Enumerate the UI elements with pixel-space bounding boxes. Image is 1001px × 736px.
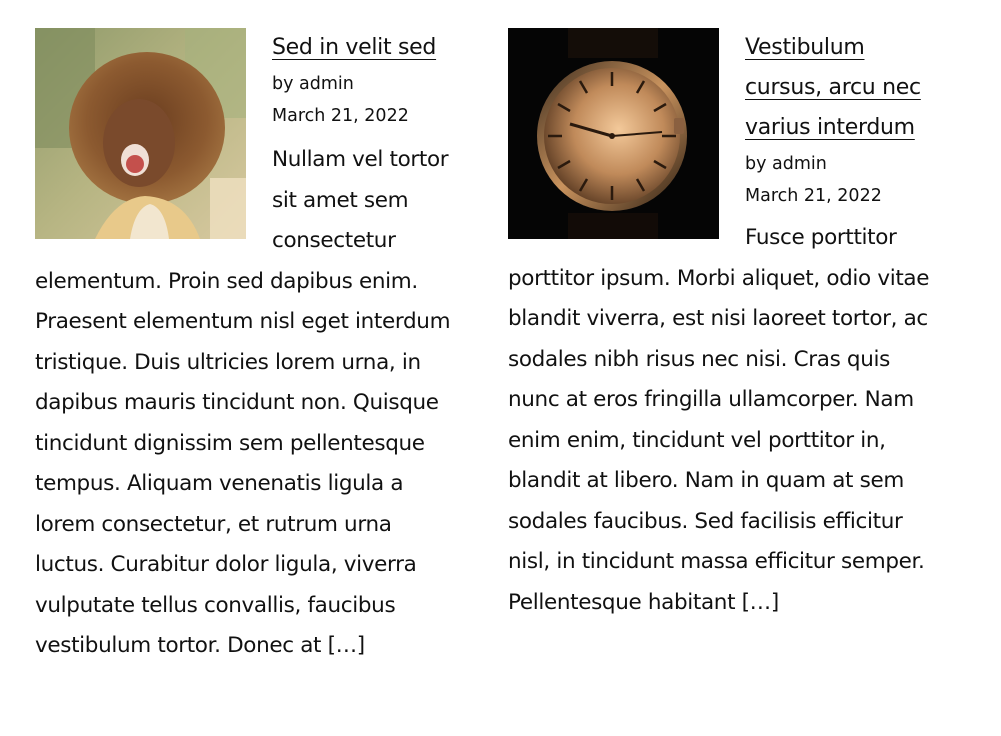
post-thumbnail-link[interactable] (35, 28, 246, 239)
post-card (35, 28, 467, 667)
post-thumbnail-link[interactable] (508, 28, 719, 239)
post-card (508, 28, 936, 623)
post-date: March 21, 2022 (745, 186, 882, 206)
post-title-link[interactable]: Vestibulum cursus, arcu nec varius interdum (745, 35, 921, 140)
photo-gold-watch (508, 28, 719, 239)
post-excerpt: Fusce porttitor porttitor ipsum. Morbi aliquet, odio vitae blandit viverra, est nisi laoreet tortor, ac sodales nibh risus nec nisi. Cras quis nunc at eros fringilla ullamcorper. Nam enim enim, tincidunt vel porttitor in, blandit at libero. Nam in quam at sem sodales faucibus. Sed facilisis efficitur nisl, in tincidunt massa efficitur semper. Pellentesque habitant […] (508, 225, 930, 615)
post-date: March 21, 2022 (272, 106, 409, 126)
photo-laughing-girl (35, 28, 246, 239)
post-title-link[interactable]: Sed in velit sed (272, 35, 437, 60)
post-excerpt: Nullam vel tortor sit amet sem consectetur elementum. Proin sed dapibus enim. Praesent elementum nisl eget interdum tristique. Duis ultricies lorem urna, in dapibus mauris tincidunt non. Quisque tincidunt dignissim sem pellentesque tempus. Aliquam venenatis ligula a lorem consectetur, et rutrum urna luctus. Curabitur dolor ligula, viverra vulputate tellus convallis, faucibus vestibulum tortor. Donec at […] (35, 147, 451, 658)
post-author: by admin (272, 74, 354, 94)
post-author: by admin (745, 154, 827, 174)
